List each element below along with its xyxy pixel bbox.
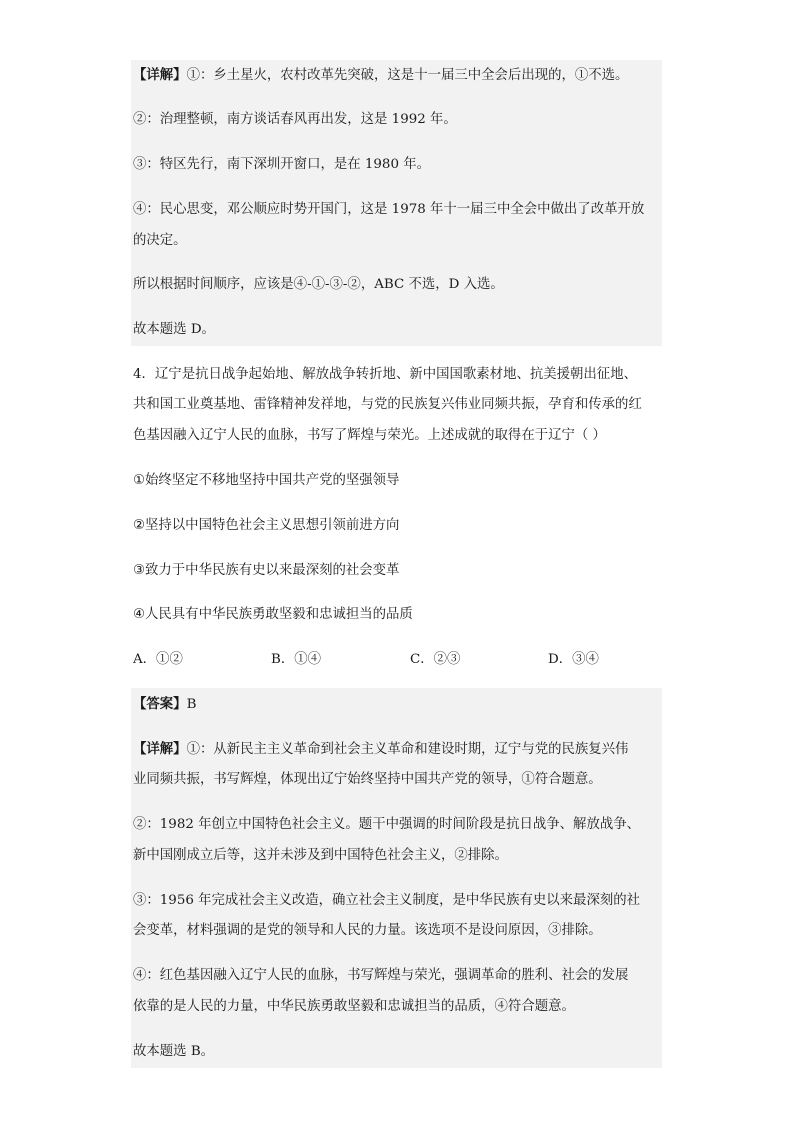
- statement-4: ④人民具有中华民族勇敢坚毅和忠诚担当的品质: [133, 607, 413, 622]
- explanation-text: ①：乡土星火，农村改革先突破，这是十一届三中全会后出现的，①不选。: [186, 68, 629, 83]
- explanation-line: ③：特区先行，南下深圳开窗口，是在 1980 年。: [133, 157, 431, 172]
- explanation-line: 所以根据时间顺序，应该是④-①-③-②，ABC 不选，D 入选。: [133, 277, 504, 292]
- explanation-line: [133, 66, 628, 85]
- explanation-tag: 【详解】: [133, 741, 187, 757]
- option-a: A．①②: [133, 652, 183, 667]
- statement-2: ②坚持以中国特色社会主义思想引领前进方向: [133, 518, 400, 533]
- statement-3: ③致力于中华民族有史以来最深刻的社会变革: [133, 563, 400, 578]
- explanation-line: ④：民心思变，邓公顺应时势开国门，这是 1978 年十一届三中全会中做出了改革开放: [133, 202, 645, 217]
- answer-line: [133, 695, 196, 714]
- explanation-tag: 【详解】: [133, 67, 187, 83]
- explanation-line: ②：治理整顿，南方谈话春风再出发，这是 1992 年。: [133, 112, 457, 127]
- explanation-line: 故本题选 B。: [133, 1044, 215, 1059]
- explanation-line: 会变革，材料强调的是党的领导和人民的力量。该选项不是设问原因，③排除。: [133, 923, 602, 938]
- explanation-line: 故本题选 D。: [133, 322, 215, 337]
- explanation-line: ②：1982 年创立中国特色社会主义。题干中强调的时间阶段是抗日战争、解放战争、: [133, 817, 641, 832]
- answer-options: [133, 651, 663, 669]
- question-stem-line: 色基因融入辽宁人民的血脉，书写了辉煌与荣光。上述成就的取得在于辽宁（ ）: [133, 428, 606, 443]
- explanation-line: 的决定。: [133, 233, 187, 248]
- answer-tag: 【答案】: [133, 696, 187, 712]
- answer-value: B: [186, 697, 197, 712]
- explanation-line: [133, 740, 628, 759]
- explanation-text: ①：从新民主主义革命到社会主义革命和建设时期，辽宁与党的民族复兴伟: [186, 742, 629, 757]
- question-stem-line: 4．辽宁是抗日战争起始地、解放战争转折地、新中国国歌素材地、抗美援朝出征地、: [133, 367, 637, 382]
- explanation-line: ③：1956 年完成社会主义改造，确立社会主义制度，是中华民族有史以来最深刻的社: [133, 893, 641, 908]
- option-b: B．①④: [271, 652, 322, 667]
- explanation-line: 新中国刚成立后等，这并未涉及到中国特色社会主义，②排除。: [133, 848, 508, 863]
- explanation-line: 业同频共振，书写辉煌，体现出辽宁始终坚持中国共产党的领导，①符合题意。: [133, 772, 602, 787]
- explanation-line: ④：红色基因融入辽宁人民的血脉，书写辉煌与荣光，强调革命的胜利、社会的发展: [133, 968, 629, 983]
- statement-1: ①始终坚定不移地坚持中国共产党的坚强领导: [133, 473, 400, 488]
- question-stem-line: 共和国工业奠基地、雷锋精神发祥地，与党的民族复兴伟业同频共振，孕育和传承的红: [133, 397, 642, 412]
- option-c: C．②③: [410, 652, 461, 667]
- explanation-line: 依靠的是人民的力量，中华民族勇敢坚毅和忠诚担当的品质，④符合题意。: [133, 999, 575, 1014]
- option-d: D．③④: [548, 652, 599, 667]
